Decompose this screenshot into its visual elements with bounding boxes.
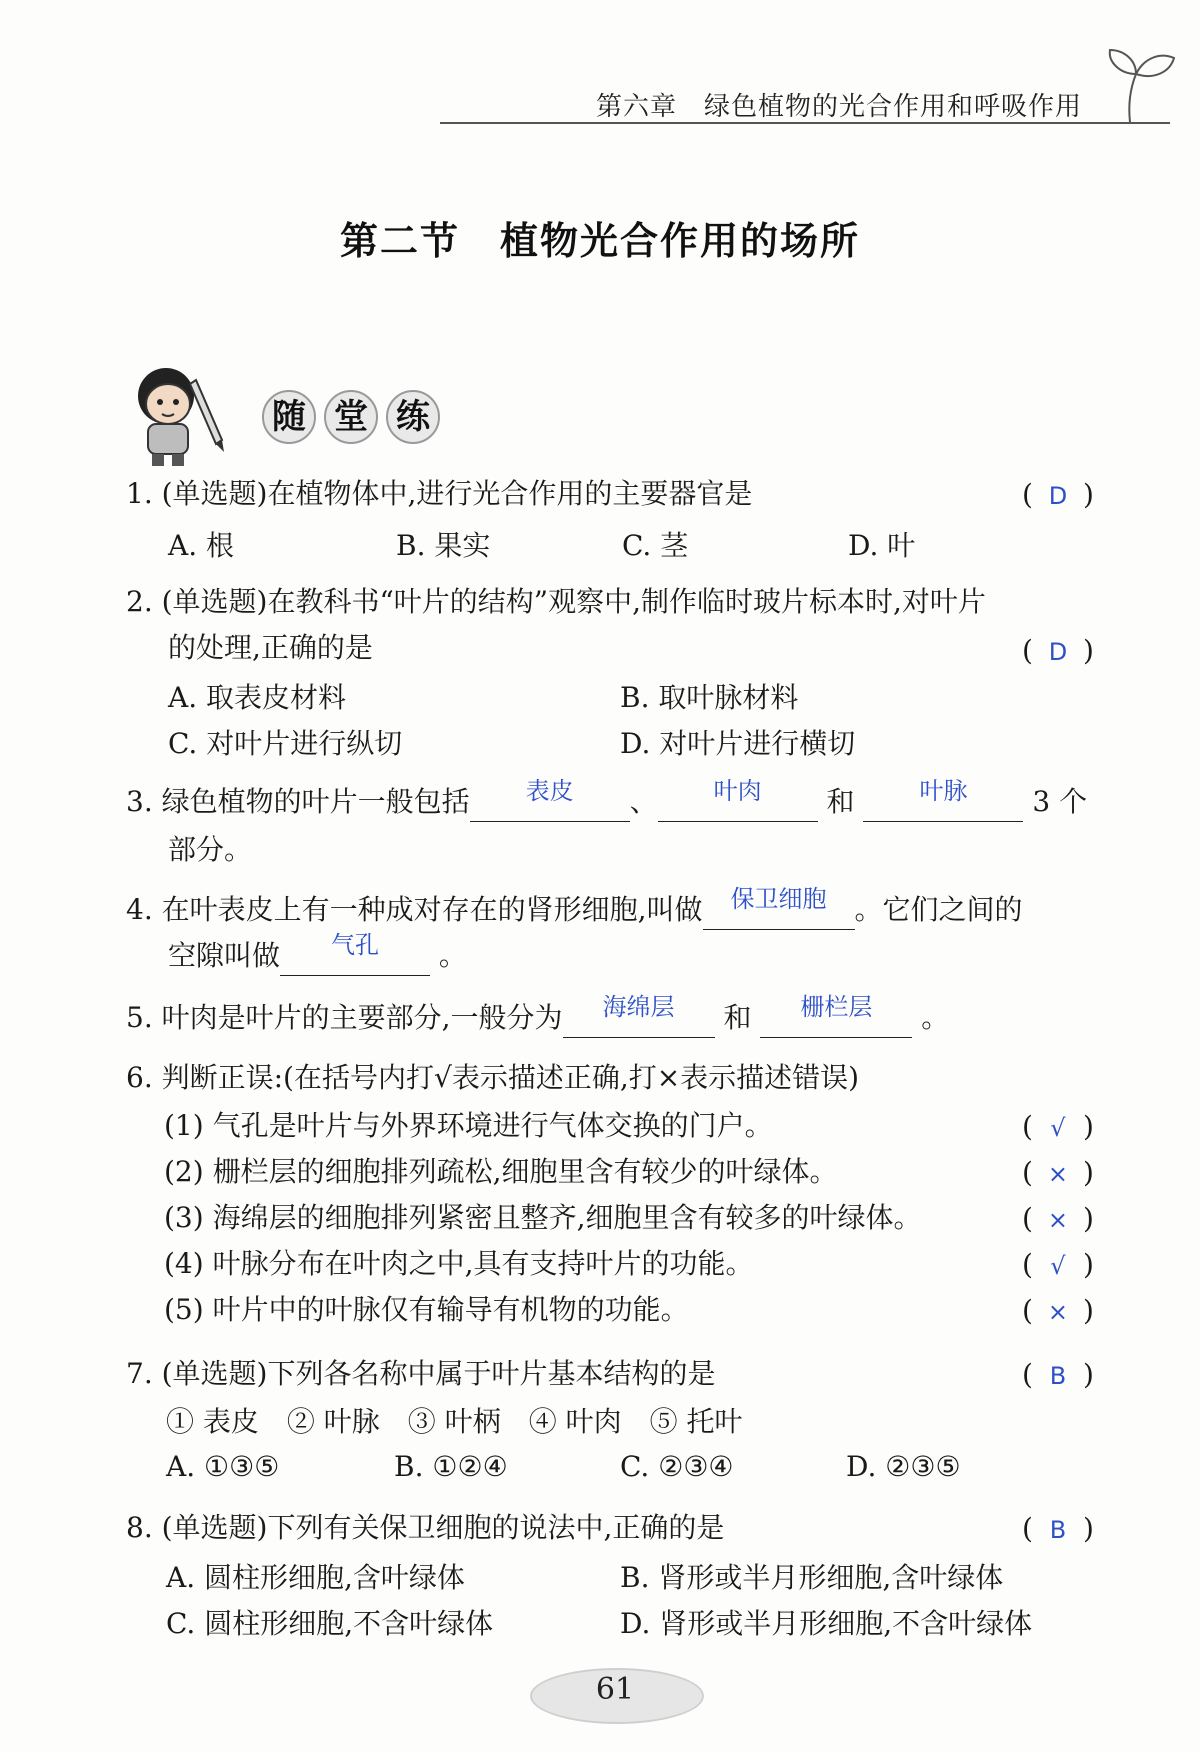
question-3-line2: 部分。 bbox=[168, 833, 253, 866]
leaf-icon bbox=[1100, 44, 1180, 124]
q7-option-a: A. ①③⑤ bbox=[166, 1450, 280, 1483]
q1-option-c: C. 茎 bbox=[622, 529, 689, 562]
answer-q6-4: √ bbox=[1050, 1252, 1066, 1280]
q5-blank-2[interactable] bbox=[760, 993, 912, 1038]
paren-close: ) bbox=[1082, 1512, 1094, 1545]
q5-text: 5. 叶肉是叶片的主要部分,一般分为 bbox=[126, 1001, 563, 1034]
q8-option-b: B. 肾形或半月形细胞,含叶绿体 bbox=[620, 1561, 1004, 1594]
answer-q6-5: × bbox=[1047, 1298, 1068, 1326]
paren-open: ( bbox=[1022, 1110, 1033, 1143]
answer-paren-q6-5 bbox=[1022, 1294, 1094, 1327]
answer-q6-1: √ bbox=[1050, 1114, 1066, 1142]
paren-open: ( bbox=[1022, 1294, 1033, 1327]
q4-text-end: 。它们之间的 bbox=[854, 893, 1023, 926]
paren-close: ) bbox=[1082, 1358, 1094, 1391]
chapter-header bbox=[440, 86, 1170, 124]
q5-blank-1-answer: 海绵层 bbox=[602, 993, 675, 1021]
question-6-stem: 6. 判断正误:(在括号内打√表示描述正确,打×表示描述错误) bbox=[126, 1061, 860, 1094]
q5-text-end: 。 bbox=[921, 1001, 950, 1034]
section-name: 植物光合作用的场所 bbox=[500, 219, 861, 263]
q4-text: 4. 在叶表皮上有一种成对存在的肾形细胞,叫做 bbox=[126, 893, 703, 926]
paren-close: ) bbox=[1082, 634, 1094, 667]
answer-q6-2: × bbox=[1047, 1160, 1068, 1188]
answer-q2: D bbox=[1048, 638, 1068, 666]
paren-open: ( bbox=[1022, 1202, 1033, 1235]
paren-open: ( bbox=[1022, 1248, 1033, 1281]
section-title bbox=[0, 210, 1200, 265]
answer-paren-q2 bbox=[1022, 634, 1094, 667]
student-mascot-icon bbox=[126, 360, 236, 470]
practice-char: 练 bbox=[386, 390, 440, 444]
answer-q7: B bbox=[1049, 1362, 1067, 1390]
paren-open: ( bbox=[1022, 1358, 1033, 1391]
question-2-line1: 2. (单选题)在教科书“叶片的结构”观察中,制作临时玻片标本时,对叶片 bbox=[126, 585, 986, 618]
question-8: 8. (单选题)下列有关保卫细胞的说法中,正确的是 bbox=[126, 1511, 725, 1544]
page-number: 61 bbox=[595, 1672, 635, 1707]
q3-sep: 、 bbox=[629, 785, 658, 818]
q4-blank-2-answer: 气孔 bbox=[331, 931, 380, 959]
q2-option-d: D. 对叶片进行横切 bbox=[620, 727, 856, 760]
paren-close: ) bbox=[1082, 1294, 1094, 1327]
paren-close: ) bbox=[1082, 1248, 1094, 1281]
question-4-line2 bbox=[168, 931, 467, 976]
answer-paren-q8 bbox=[1022, 1512, 1094, 1545]
q1-option-a: A. 根 bbox=[168, 529, 235, 562]
practice-label bbox=[262, 390, 448, 444]
q6-item-5: (5) 叶片中的叶脉仅有输导有机物的功能。 bbox=[164, 1293, 689, 1326]
practice-char: 随 bbox=[262, 390, 316, 444]
practice-char: 堂 bbox=[324, 390, 378, 444]
q6-item-3: (3) 海绵层的细胞排列紧密且整齐,细胞里含有较多的叶绿体。 bbox=[164, 1201, 922, 1234]
q8-option-a: A. 圆柱形细胞,含叶绿体 bbox=[166, 1561, 465, 1594]
answer-paren-q6-2 bbox=[1022, 1156, 1094, 1189]
question-1: 1. (单选题)在植物体中,进行光合作用的主要器官是 bbox=[126, 477, 753, 510]
q1-option-b: B. 果实 bbox=[396, 529, 491, 562]
answer-paren-q6-1 bbox=[1022, 1110, 1094, 1143]
q3-blank-1-answer: 表皮 bbox=[525, 777, 574, 805]
q2-option-a: A. 取表皮材料 bbox=[168, 681, 347, 714]
q7-option-c: C. ②③④ bbox=[620, 1450, 734, 1483]
question-2-line2: 的处理,正确的是 bbox=[168, 631, 373, 664]
q5-sep: 和 bbox=[723, 1001, 752, 1034]
q4-blank-1-answer: 保卫细胞 bbox=[730, 885, 827, 913]
q7-items: ① 表皮 ② 叶脉 ③ 叶柄 ④ 叶肉 ⑤ 托叶 bbox=[166, 1405, 743, 1438]
answer-paren-q7 bbox=[1022, 1358, 1094, 1391]
paren-close: ) bbox=[1082, 478, 1094, 511]
q5-blank-2-answer: 栅栏层 bbox=[800, 993, 873, 1021]
paren-open: ( bbox=[1022, 478, 1033, 511]
question-4 bbox=[126, 885, 1023, 930]
question-5 bbox=[126, 993, 950, 1038]
q6-item-4: (4) 叶脉分布在叶肉之中,具有支持叶片的功能。 bbox=[164, 1247, 754, 1280]
q3-blank-2-answer: 叶肉 bbox=[713, 777, 762, 805]
q3-text: 3. 绿色植物的叶片一般包括 bbox=[126, 785, 470, 818]
paren-close: ) bbox=[1082, 1202, 1094, 1235]
q1-option-d: D. 叶 bbox=[848, 529, 916, 562]
answer-paren-q6-4 bbox=[1022, 1248, 1094, 1281]
answer-paren-q6-3 bbox=[1022, 1202, 1094, 1235]
q3-blank-3[interactable] bbox=[863, 777, 1023, 822]
paren-open: ( bbox=[1022, 634, 1033, 667]
answer-q1: D bbox=[1048, 482, 1068, 510]
answer-q6-3: × bbox=[1047, 1206, 1068, 1234]
q2-option-b: B. 取叶脉材料 bbox=[620, 681, 799, 714]
q6-item-2: (2) 栅栏层的细胞排列疏松,细胞里含有较少的叶绿体。 bbox=[164, 1155, 838, 1188]
q3-text-end: 3 个 bbox=[1032, 785, 1088, 818]
answer-paren-q1 bbox=[1022, 478, 1094, 511]
q7-option-d: D. ②③⑤ bbox=[846, 1450, 961, 1483]
question-3 bbox=[126, 777, 1088, 822]
q3-blank-1[interactable] bbox=[470, 777, 630, 822]
paren-open: ( bbox=[1022, 1512, 1033, 1545]
q4-line2-text: 空隙叫做 bbox=[168, 939, 281, 972]
paren-close: ) bbox=[1082, 1110, 1094, 1143]
q4-blank-2[interactable] bbox=[280, 931, 430, 976]
q3-blank-3-answer: 叶脉 bbox=[919, 777, 968, 805]
q4-line2-end: 。 bbox=[438, 939, 467, 972]
q8-option-d: D. 肾形或半月形细胞,不含叶绿体 bbox=[620, 1607, 1033, 1640]
section-number: 第二节 bbox=[339, 219, 460, 263]
paren-open: ( bbox=[1022, 1156, 1033, 1189]
chapter-title: 第六章 绿色植物的光合作用和呼吸作用 bbox=[595, 92, 1082, 122]
q3-sep: 和 bbox=[826, 785, 855, 818]
q6-item-1: (1) 气孔是叶片与外界环境进行气体交换的门户。 bbox=[164, 1109, 773, 1142]
q7-option-b: B. ①②④ bbox=[394, 1450, 508, 1483]
q5-blank-1[interactable] bbox=[563, 993, 715, 1038]
q8-option-c: C. 圆柱形细胞,不含叶绿体 bbox=[166, 1607, 494, 1640]
question-7: 7. (单选题)下列各名称中属于叶片基本结构的是 bbox=[126, 1357, 716, 1390]
answer-q8: B bbox=[1049, 1516, 1067, 1544]
q3-blank-2[interactable] bbox=[658, 777, 818, 822]
paren-close: ) bbox=[1082, 1156, 1094, 1189]
q4-blank-1[interactable] bbox=[703, 885, 855, 930]
q2-option-c: C. 对叶片进行纵切 bbox=[168, 727, 403, 760]
